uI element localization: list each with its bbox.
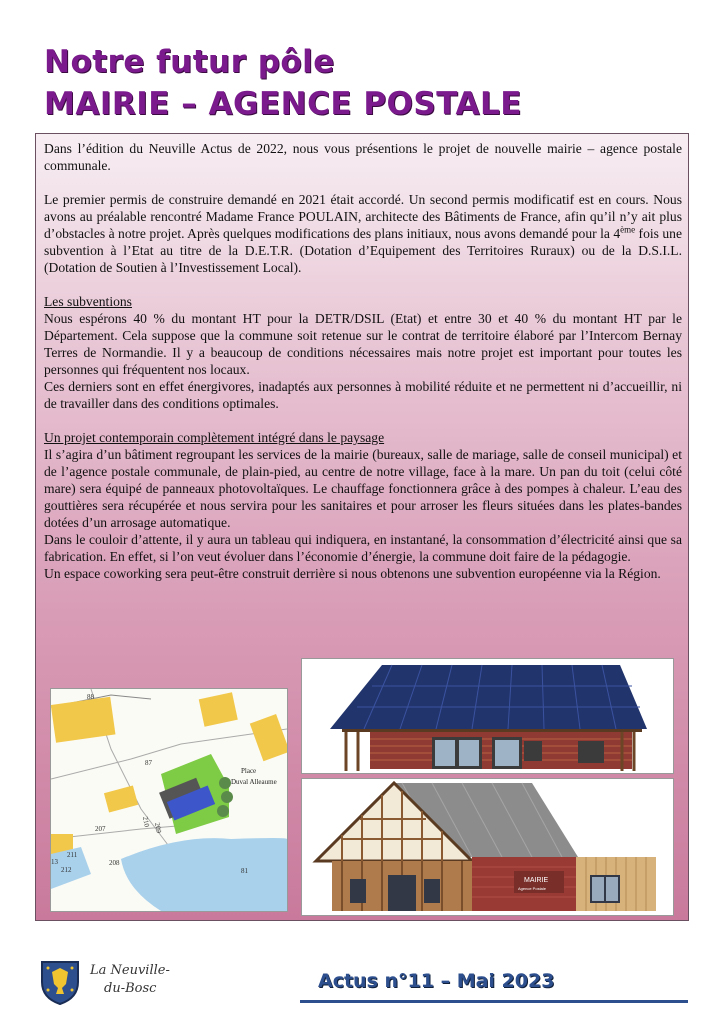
svg-text:87: 87	[145, 759, 152, 767]
agence-postale-sign: Agence Postale	[518, 886, 547, 891]
svg-text:211: 211	[67, 851, 78, 859]
svg-text:13: 13	[51, 858, 58, 866]
svg-text:212: 212	[61, 866, 72, 874]
svg-text:88: 88	[87, 693, 94, 701]
svg-text:207: 207	[95, 825, 106, 833]
front-elevation-drawing	[302, 659, 673, 773]
issue-label: Actus n°11 – Mai 2023	[318, 970, 555, 992]
footer-rule	[300, 1000, 688, 1003]
shield-icon	[38, 958, 82, 1006]
town-coat-of-arms	[38, 958, 82, 1006]
site-map-drawing	[51, 689, 287, 911]
article-body	[44, 140, 682, 582]
svg-text:81: 81	[241, 867, 248, 875]
svg-text:208: 208	[109, 859, 120, 867]
side-elevation-drawing	[302, 779, 673, 915]
svg-text:210: 210	[141, 815, 151, 828]
svg-text:209: 209	[153, 821, 163, 834]
permit-paragraph: Le premier permis de construire demandé en 2021 était accordé. Un second permis modificatif est en cours. Nous avons au préalable rencontré Madame France POULAIN, architecte des Bâtiments de France, afin qu’il n’y ait plus d’obstacles à notre projet. Après quelques modifications des plans initiaux, nous avons demandé pour la 4ème fois une subvention à l’Etat au titre de la D.E.T.R. (Dotation d’Equipement des Territoires Ruraux) ou de la D.S.I.L. (Dotation de Soutien à l’Investissement Local).	[44, 192, 682, 275]
intro-paragraph: Dans l’édition du Neuville Actus de 2022, nous vous présentions le projet de nouvelle mairie – agence postale communale.	[44, 141, 682, 173]
svg-text:Duval Alleaume: Duval Alleaume	[231, 778, 277, 786]
subsidies-paragraph: Nous espérons 40 % du montant HT pour la DETR/DSIL (Etat) et entre 30 et 40 % du montant HT par le Département. Cela suppose que la commune soit retenue sur le contrat de territoire élaboré par l’Intercom Bernay Terres de Normandie. Il y a beaucoup de conditions nécessaires mais notre projet est important pour toutes les personnes qui fréquentent nos locaux.	[44, 311, 682, 377]
project-paragraph: Il s’agira d’un bâtiment regroupant les services de la mairie (bureaux, salle de mariage, salle de conseil municipal) et de l’agence postale communale, de plain-pied, au centre de notre village, face à la mare. Un pan du toit (celui côté mare) sera équipé de panneaux photovoltaïques. Le chauffage fonctionnera grâce à des pompes à chaleur. L’eau des gouttières sera récupérée et nous servira pour les sanitaires et pour arroser les fleurs situées dans les plates-bandes dotées d’un arrosage automatique.	[44, 447, 682, 530]
mairie-sign: MAIRIE	[524, 877, 549, 884]
title-line-2: MAIRIE – AGENCE POSTALE	[44, 86, 522, 122]
side-elevation	[301, 778, 674, 916]
title-line-1: Notre futur pôle	[44, 44, 335, 80]
svg-text:Place: Place	[241, 767, 257, 775]
site-map	[50, 688, 288, 912]
subsidies-heading: Les subventions	[44, 294, 132, 309]
premises-paragraph: Ces derniers sont en effet énergivores, inadaptés aux personnes à mobilité réduite et ne permettent ni d’accueillir, ni de travailler dans des conditions optimales.	[44, 379, 682, 411]
front-elevation	[301, 658, 674, 774]
coworking-paragraph: Un espace coworking sera peut-être construit derrière si nous obtenons une subvention européenne via la Région.	[44, 566, 661, 581]
project-heading: Un projet contemporain complètement intégré dans le paysage	[44, 430, 385, 445]
display-paragraph: Dans le couloir d’attente, il y aura un tableau qui indiquera, en instantané, la consommation d’électricité ainsi que sa fabrication. En effet, si l’on veut évoluer dans l’économie d’énergie, la commune doit faire de la pédagogie.	[44, 532, 682, 564]
town-name: La Neuville- du-Bosc	[90, 963, 170, 996]
